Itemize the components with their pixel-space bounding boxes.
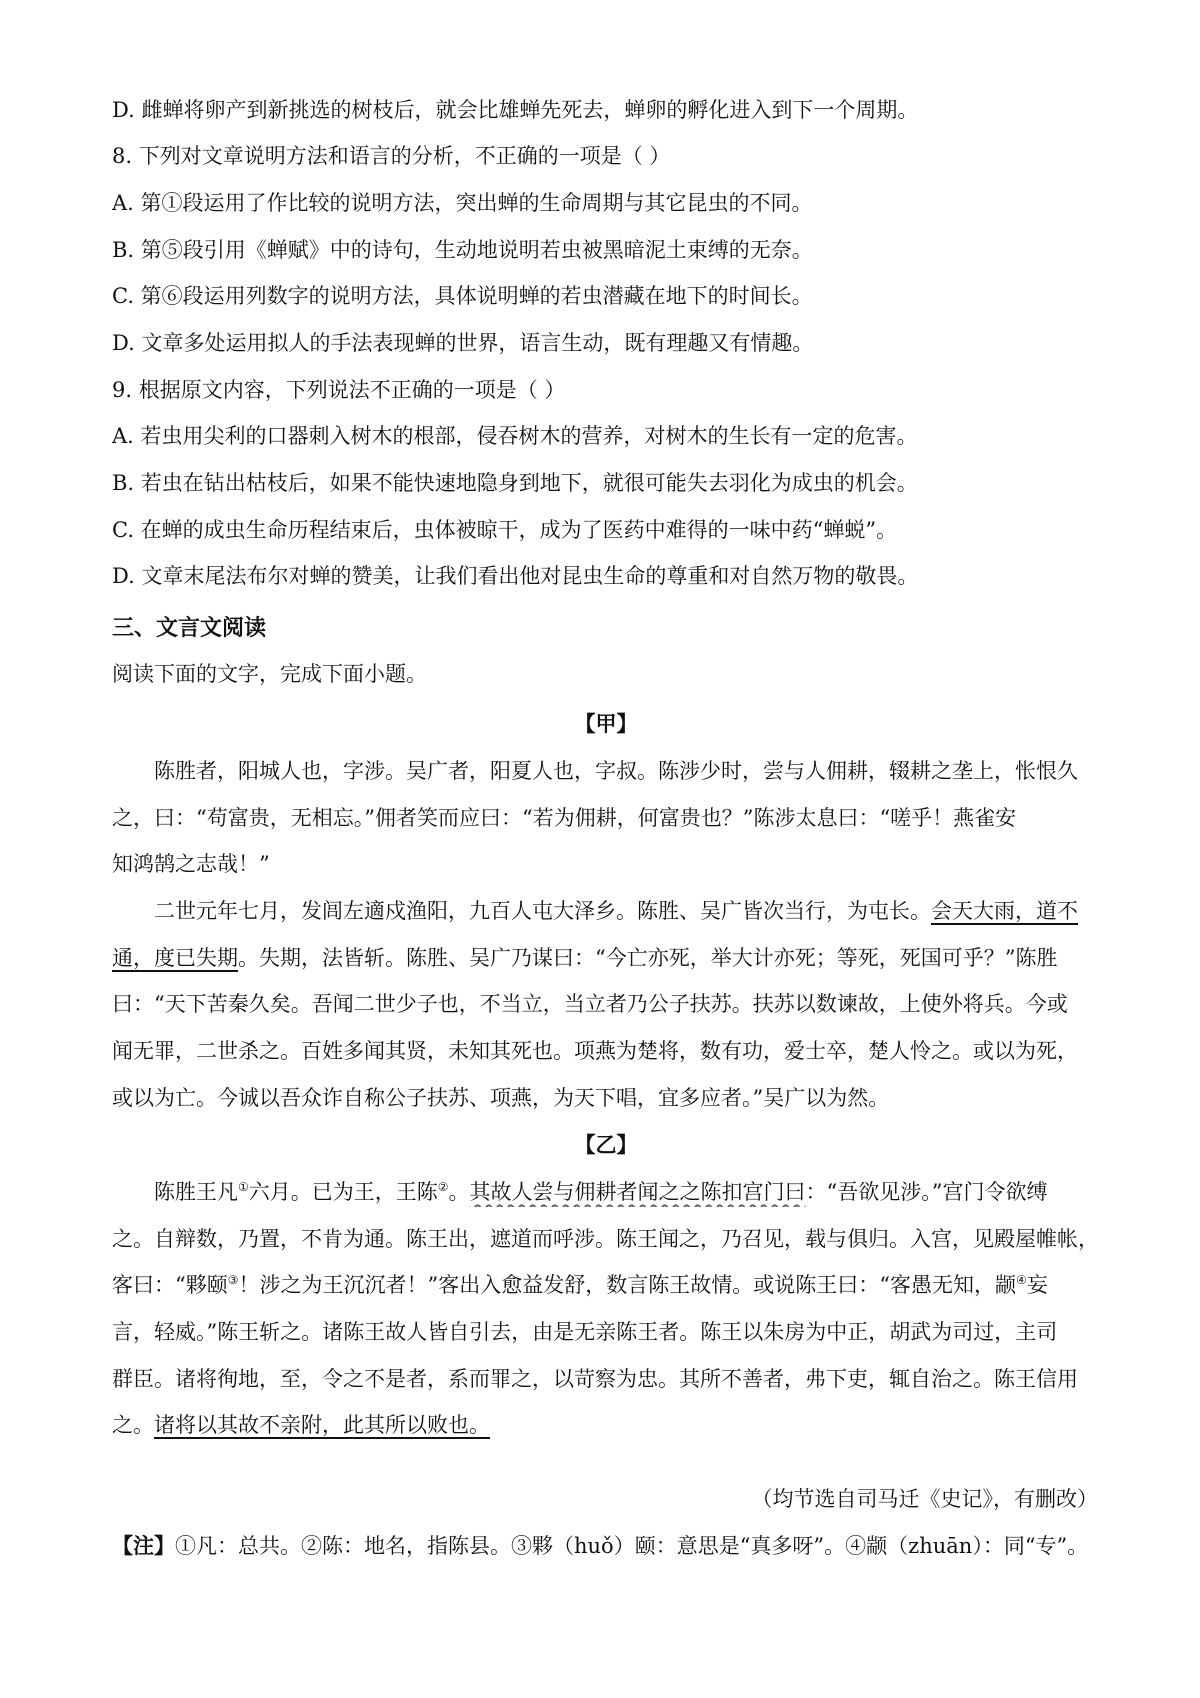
q9-option-a: A. 若虫用尖利的口器刺入树木的根部，侵吞树木的营养，对树木的生长有一定的危害。 [112, 424, 918, 448]
yi-line5: 群臣。诸将徇地，至，令之不是者，系而罪之，以苛察为忠。其所不善者，弗下吏，辄自治之。陈王信用 [112, 1367, 1078, 1391]
note-marker-3: ③ [227, 1273, 239, 1287]
q8-option-b: B. 第⑤段引用《蝉赋》中的诗句，生动地说明若虫被黑暗泥土束缚的无奈。 [112, 238, 813, 262]
section-title: 三、文言文阅读 [112, 616, 267, 641]
yi-line3-b: ！涉之为王沉沉者！”客出入愈益发舒，数言陈王故情。或说陈王曰：“客愚无知，颛 [238, 1273, 1016, 1297]
jia-p2-line2-text: 。失期，法皆斩。陈胜、吴广乃谋曰：“今亡亦死，举大计亦死；等死，死国可乎？”陈胜 [238, 946, 1058, 970]
yi-line6 [112, 1410, 1102, 1440]
note-marker-2: ② [437, 1180, 449, 1194]
jia-p2-line1 [112, 896, 1102, 926]
section-instruction: 阅读下面的文字，完成下面小题。 [112, 662, 427, 686]
jia-p1-line3: 知鸿鹄之志哉！” [112, 852, 270, 876]
passage-yi-label: 【乙】 [574, 1132, 638, 1157]
note-marker-1: ① [238, 1180, 249, 1194]
jia-p2-line5: 或以为亡。今诚以吾众诈自称公子扶苏、项燕，为天下唱，宜多应者。”吴广以为然。 [112, 1086, 890, 1110]
underlined-sentence-b: 诸将以其故不亲附，此其所以败也。 [154, 1413, 490, 1437]
yi-line2: 之。自辩数，乃置，不肯为通。陈王出，遮道而呼涉。陈王闻之，乃召见，载与俱归。入宫，见殿屋帷帐， [112, 1227, 1099, 1251]
yi-line1-e: ：“吾欲见涉。”宫门令欲缚 [805, 1180, 1048, 1204]
q9-stem: 9. 根据原文内容，下列说法不正确的一项是（ ） [112, 378, 566, 402]
underlined-sentence-a-end: 通，度已失期 [112, 946, 238, 970]
note-marker-4: ④ [1015, 1273, 1027, 1287]
jia-p1-line1: 陈胜者，阳城人也，字涉。吴广者，阳夏人也，字叔。陈涉少时，尝与人佣耕，辍耕之垄上，怅恨久 [154, 759, 1078, 783]
q8-option-c: C. 第⑥段运用列数字的说明方法，具体说明蝉的若虫潜藏在地下的时间长。 [112, 284, 813, 308]
q8-stem: 8. 下列对文章说明方法和语言的分析，不正确的一项是（ ） [112, 144, 671, 168]
jia-p2-line1-text: 二世元年七月，发闾左適戍渔阳，九百人屯大泽乡。陈胜、吴广皆次当行，为屯长。 [154, 899, 931, 923]
yi-line1-b: 六月。已为王，王陈 [248, 1180, 438, 1204]
yi-line3 [112, 1270, 1102, 1300]
source-citation: （均节选自司马迁《史记》，有删改） [751, 1487, 1098, 1511]
q7-option-d: D. 雌蝉将卵产到新挑选的树枝后，就会比雄蝉先死去，蝉卵的孵化进入到下一个周期。 [112, 98, 919, 122]
wavy-underlined-sentence: 其故人尝与佣耕者闻之之陈扣宫门曰 [469, 1180, 806, 1204]
yi-line3-c: 妄 [1026, 1273, 1048, 1297]
yi-line6-a: 之。 [112, 1413, 154, 1437]
q9-option-b: B. 若虫在钻出枯枝后，如果不能快速地隐身到地下，就很可能失去羽化为成虫的机会。 [112, 471, 918, 495]
yi-line1 [112, 1177, 1102, 1207]
q9-option-d: D. 文章末尾法布尔对蝉的赞美，让我们看出他对昆虫生命的尊重和对自然万物的敬畏。 [112, 564, 919, 588]
footnote-text: ①凡：总共。②陈：地名，指陈县。③夥（huǒ）颐：意思是“真多呀”。④颛（zhuān）：同“专”。 [175, 1534, 1089, 1558]
yi-line1-a: 陈胜王凡 [154, 1180, 238, 1204]
yi-line1-c: 。 [448, 1180, 470, 1204]
jia-p2-line2 [112, 943, 1102, 973]
jia-p2-line3: 曰：“天下苦秦久矣。吾闻二世少子也，不当立，当立者乃公子扶苏。扶苏以数谏故，上使外将兵。今或 [112, 992, 1068, 1016]
q9-option-c: C. 在蝉的成虫生命历程结束后，虫体被晾干，成为了医药中难得的一味中药“蝉蜕”。 [112, 518, 898, 542]
jia-p2-line4: 闻无罪，二世杀之。百姓多闻其贤，未知其死也。项燕为楚将，数有功，爱士卒，楚人怜之。或以为死， [112, 1039, 1078, 1063]
q8-option-a: A. 第①段运用了作比较的说明方法，突出蝉的生命周期与其它昆虫的不同。 [112, 191, 813, 215]
q8-option-d: D. 文章多处运用拟人的手法表现蝉的世界，语言生动，既有理趣又有情趣。 [112, 331, 814, 355]
passage-jia-label: 【甲】 [574, 711, 638, 736]
yi-line4: 言，轻威。”陈王斩之。诸陈王故人皆自引去，由是无亲陈王者。陈王以朱房为中正，胡武为司过，主司 [112, 1320, 1058, 1344]
footnote-label: 【注】 [112, 1533, 175, 1558]
yi-line3-a: 客曰：“夥颐 [112, 1273, 228, 1297]
underlined-sentence-a: 会天大雨，道不 [931, 899, 1078, 923]
jia-p1-line2: 之，曰：“苟富贵，无相忘。”佣者笑而应曰：“若为佣耕，何富贵也？”陈涉太息曰：“嗟乎！燕雀安 [112, 806, 1017, 830]
footnote [112, 1531, 1102, 1561]
